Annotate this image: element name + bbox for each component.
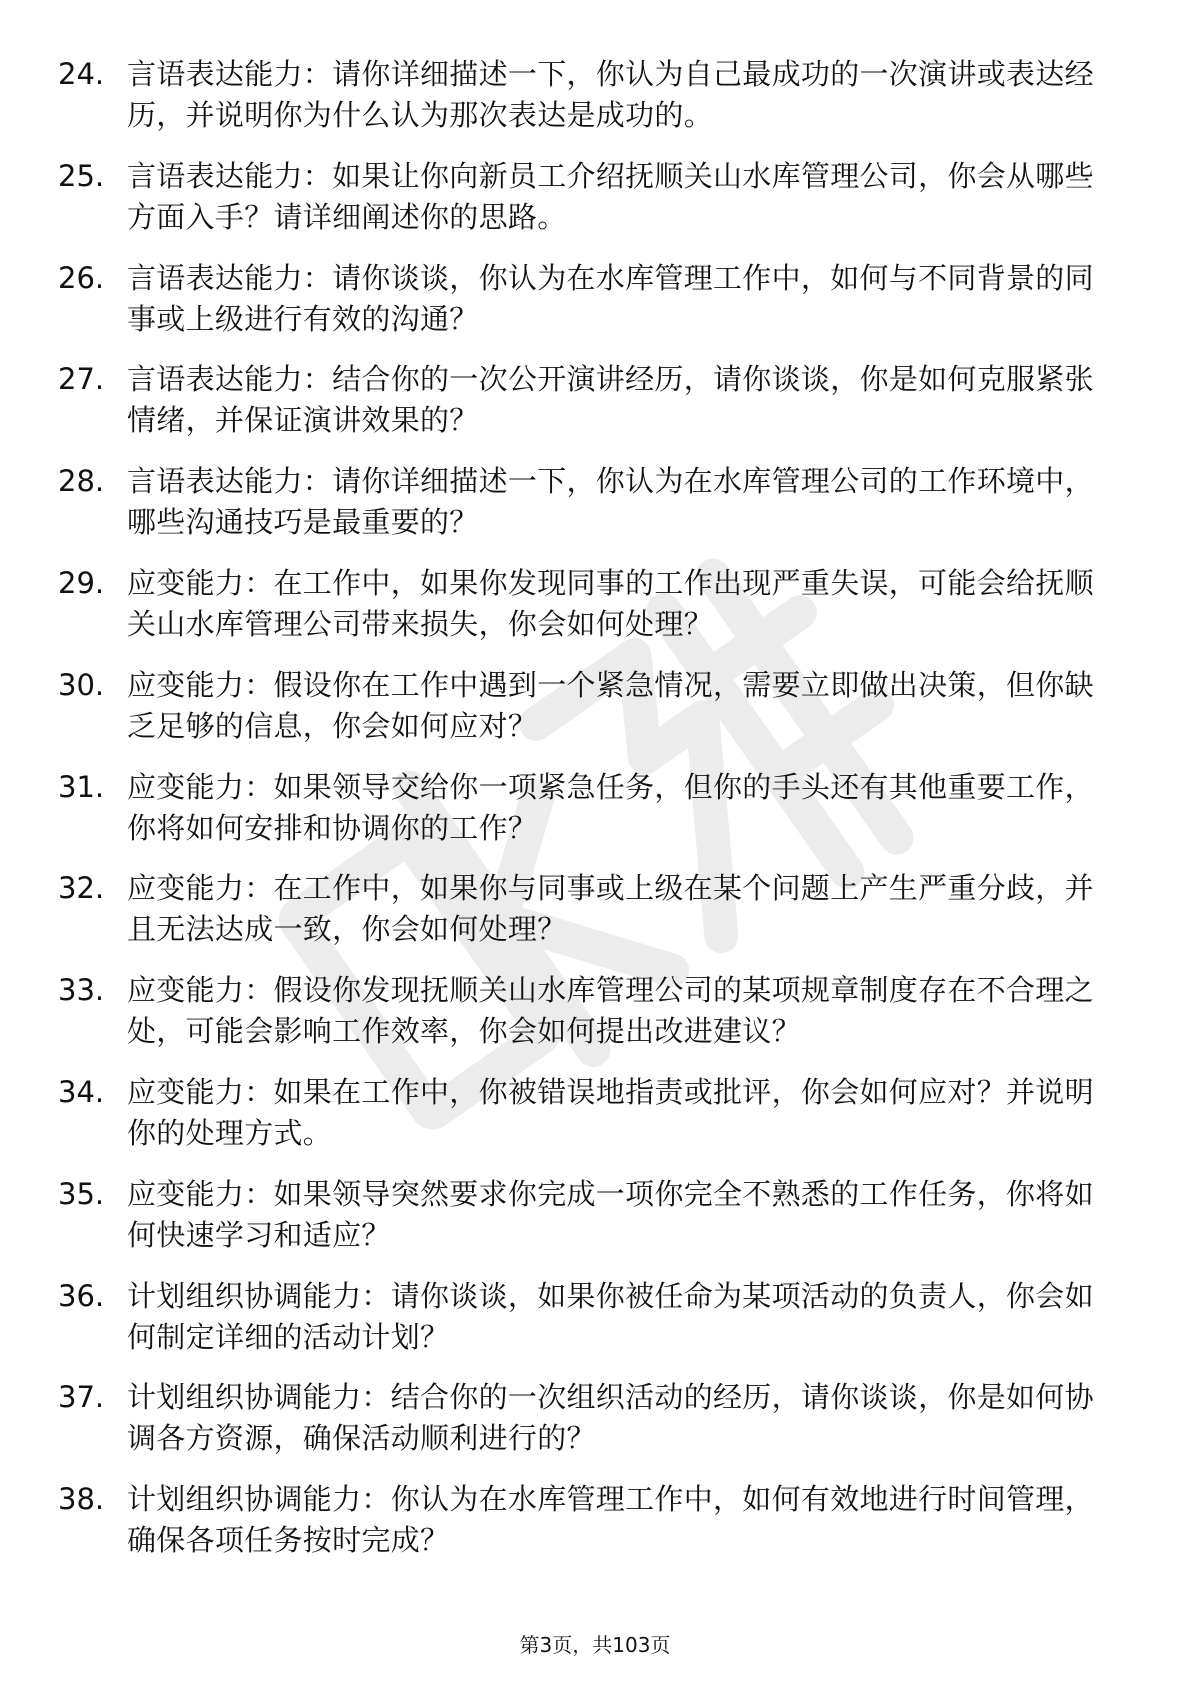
question-item-37 (0, 1377, 1190, 1479)
question-text: 应变能力：如果领导交给你一项紧急任务，但你的手头还有其他重要工作，你将如何安排和协调你的工作？ (127, 769, 1094, 845)
question-item-33 (0, 970, 1190, 1072)
question-number: 31. (58, 769, 105, 804)
question-number: 27. (58, 362, 105, 397)
question-item-26 (0, 258, 1190, 360)
question-item-34 (0, 1072, 1190, 1174)
question-item-30 (0, 665, 1190, 767)
question-number: 29. (58, 565, 105, 600)
question-text: 言语表达能力：请你详细描述一下，你认为在水库管理公司的工作环境中，哪些沟通技巧是最重要的？ (127, 464, 1094, 540)
question-item-32 (0, 868, 1190, 970)
question-text: 言语表达能力：请你谈谈，你认为在水库管理工作中，如何与不同背景的同事或上级进行有效的沟通？ (127, 260, 1094, 336)
question-number: 35. (58, 1176, 105, 1211)
question-number: 25. (58, 158, 105, 193)
question-number: 28. (58, 464, 105, 499)
question-item-35 (0, 1174, 1190, 1276)
question-number: 34. (58, 1074, 105, 1109)
question-text: 应变能力：如果在工作中，你被错误地指责或批评，你会如何应对？并说明你的处理方式。 (127, 1074, 1094, 1150)
question-text: 计划组织协调能力：你认为在水库管理工作中，如何有效地进行时间管理，确保各项任务按时完成？ (127, 1482, 1094, 1558)
question-text: 应变能力：假设你在工作中遇到一个紧急情况，需要立即做出决策，但你缺乏足够的信息，你会如何应对？ (127, 667, 1094, 743)
question-number: 30. (58, 667, 105, 702)
question-item-28 (0, 461, 1190, 563)
question-text: 言语表达能力：请你详细描述一下，你认为自己最成功的一次演讲或表达经历，并说明你为什么认为那次表达是成功的。 (127, 57, 1094, 132)
question-number: 37. (58, 1380, 105, 1415)
question-text: 应变能力：如果领导突然要求你完成一项你完全不熟悉的工作任务，你将如何快速学习和适应？ (127, 1176, 1094, 1252)
question-text: 言语表达能力：如果让你向新员工介绍抚顺关山水库管理公司，你会从哪些方面入手？请详细阐述你的思路。 (127, 158, 1094, 234)
question-number: 38. (58, 1482, 105, 1517)
question-text: 应变能力：在工作中，如果你与同事或上级在某个问题上产生严重分歧，并且无法达成一致，你会如何处理？ (127, 871, 1094, 947)
question-number: 33. (58, 973, 105, 1008)
question-item-29 (0, 563, 1190, 665)
question-number: 32. (58, 871, 105, 906)
question-list (0, 54, 1190, 1581)
question-text: 应变能力：在工作中，如果你发现同事的工作出现严重失误，可能会给抚顺关山水库管理公司带来损失，你会如何处理？ (127, 565, 1094, 641)
question-text: 计划组织协调能力：结合你的一次组织活动的经历，请你谈谈，你是如何协调各方资源，确保活动顺利进行的？ (127, 1380, 1094, 1456)
question-item-31 (0, 767, 1190, 869)
question-number: 24. (58, 57, 105, 91)
question-item-38 (0, 1479, 1190, 1581)
page-footer: 第3页，共103页 (519, 1633, 671, 1657)
question-text: 言语表达能力：结合你的一次公开演讲经历，请你谈谈，你是如何克服紧张情绪，并保证演讲效果的？ (127, 362, 1094, 438)
question-item-25 (0, 156, 1190, 258)
question-text: 计划组织协调能力：请你谈谈，如果你被任命为某项活动的负责人，你会如何制定详细的活动计划？ (127, 1278, 1094, 1354)
question-number: 36. (58, 1278, 105, 1313)
question-text: 应变能力：假设你发现抚顺关山水库管理公司的某项规章制度存在不合理之处，可能会影响工作效率，你会如何提出改进建议？ (127, 973, 1094, 1049)
question-item-36 (0, 1276, 1190, 1378)
question-item-24 (0, 54, 1190, 156)
question-number: 26. (58, 260, 105, 295)
question-item-27 (0, 359, 1190, 461)
